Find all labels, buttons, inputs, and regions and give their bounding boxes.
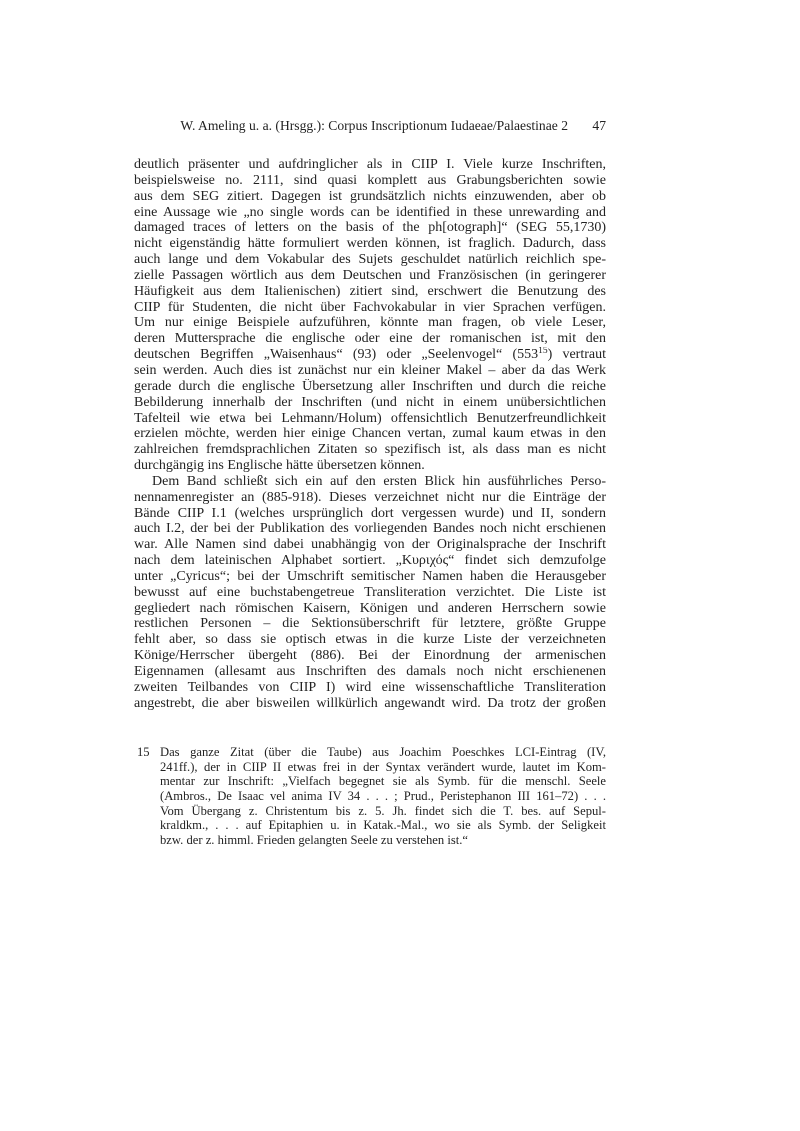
text-line: zielle Passagen wörtlich aus dem Deutschen und Französischen (in geringerer bbox=[134, 267, 606, 283]
text-line: auch lange und dem Vokabular des Sujets geschuldet natürlich reichlich spe- bbox=[134, 252, 606, 268]
text-line: restlichen Personen – die Sektionsüberschrift für letztere, größte Gruppe bbox=[134, 616, 606, 632]
text-line: Vom Übergang z. Christentum bis z. 5. Jh. findet sich die T. bes. auf Sepul- bbox=[160, 803, 606, 818]
text-line: beispielsweise no. 2111, sind quasi komplett aus Grabungsberichten sowie bbox=[134, 172, 606, 188]
text-line: fehlt aber, so dass sie optisch etwas in die kurze Liste der verzeichneten bbox=[134, 632, 606, 648]
text-line: kraldkm., . . . auf Epitaphien u. in Katak.-Mal., wo sie als Symb. der Seligkeit bbox=[160, 818, 606, 833]
text-line: bewusst auf eine buchstabengetreue Transliteration verzichtet. Die Liste ist bbox=[134, 584, 606, 600]
text-line: sein werden. Auch dies ist zunächst nur ein kleiner Makel – aber da das Werk bbox=[134, 362, 606, 378]
footnote-ref[interactable]: 15 bbox=[538, 347, 548, 357]
paragraph-1-cont bbox=[134, 363, 606, 474]
text-line: gerade durch die englische Übersetzung aller Inschriften und durch die reiche bbox=[134, 378, 606, 394]
text-line: Das ganze Zitat (über die Taube) aus Joachim Poeschkes LCI-Eintrag (IV, bbox=[160, 745, 606, 759]
text-line: bzw. der z. himml. Frieden gelangten Seele zu verstehen ist.“ bbox=[160, 833, 468, 848]
footnote-text bbox=[160, 745, 606, 848]
text-line: war. Alle Namen sind dabei unabhängig von der Originalsprache der Inschrift bbox=[134, 537, 606, 553]
text-line: Könige/Herrscher übergeht (886). Bei der Einordnung der armenischen bbox=[134, 648, 606, 664]
text-line: nennamenregister an (885-918). Dieses verzeichnet nicht nur die Einträge der bbox=[134, 489, 606, 505]
page-number: 47 bbox=[592, 118, 606, 133]
running-title: W. Ameling u. a. (Hrsgg.): Corpus Inscriptionum Iudaeae/Palaestinae 2 bbox=[180, 118, 568, 133]
text-line: aus dem SEG zitiert. Dagegen ist grundsätzlich nichts einzuwenden, aber ob bbox=[134, 188, 606, 204]
running-header bbox=[134, 118, 606, 136]
text-line: CIIP für Studenten, die nicht über Fachvokabular in vier Sprachen verfügen. bbox=[134, 299, 606, 315]
text-line: (Ambros., De Isaac vel anima IV 34 . . . ; Prud., Peristephanon III 161–72) . . . bbox=[160, 789, 606, 804]
text-line: zahlreichen fremdsprachlichen Zitaten so spezifisch ist, als dass man es nicht bbox=[134, 442, 606, 458]
text-line: Bebilderung innerhalb der Inschriften (und nicht in einem unübersichtlichen bbox=[134, 394, 606, 410]
text-segment: deutschen Begriffen „Waisenhaus“ (93) oder „Seelenvogel“ (553 bbox=[134, 347, 539, 363]
text-line: erzielen möchte, werden hier einige Chancen vertan, zumal kaum etwas in den bbox=[134, 426, 606, 442]
footnote-number: 15 bbox=[137, 745, 150, 759]
paragraph-2 bbox=[134, 474, 606, 712]
text-line: nach dem lateinischen Alphabet sortiert. „Κυριχός“ findet sich demzufolge bbox=[134, 553, 606, 569]
text-line: damaged traces of letters on the basis of the ph[otograph]“ (SEG 55,1730) bbox=[134, 220, 606, 236]
text-line: durchgängig ins Englische hätte übersetzen können. bbox=[134, 458, 425, 474]
text-line: gegliedert nach römischen Kaisern, Königen und anderen Herrschern sowie bbox=[134, 600, 606, 616]
text-line: deren Muttersprache die englische oder eine der romanischen ist, mit den bbox=[134, 331, 606, 347]
text-line: unter „Cyricus“; bei der Umschrift semitischer Namen haben die Herausgeber bbox=[134, 568, 606, 584]
text-line: auch I.2, der bei der Publikation des vorliegenden Bandes noch nicht erschienen bbox=[134, 521, 606, 537]
text-line: Tafelteil wie etwa bei Lehmann/Holum) offensichtlich Benutzerfreundlichkeit bbox=[134, 410, 606, 426]
text-line: eine Aussage wie „no single words can be identified in these unrewarding and bbox=[134, 204, 606, 220]
text-line: Um nur einige Beispiele aufzuführen, könnte man fragen, ob viele Leser, bbox=[134, 315, 606, 331]
text-line: mentar zur Inschrift: „Vielfach begegnet sie als Symb. für die menschl. Seele bbox=[160, 774, 606, 789]
text-line: Eigennamen (allesamt aus Inschriften des damals noch nicht erschienenen bbox=[134, 664, 606, 679]
text-line: angestrebt, die aber bisweilen willkürlich angewandt wird. Da trotz der großen bbox=[134, 695, 606, 711]
text-line: zweiten Teilbandes von CIIP I) wird eine wissenschaftliche Transliteration bbox=[134, 679, 606, 695]
text-line: Dem Band schließt sich ein auf den ersten Blick hin ausführliches Perso- bbox=[152, 473, 606, 489]
text-line: deutlich präsenter und aufdringlicher als in CIIP I. Viele kurze Inschriften, bbox=[134, 157, 606, 172]
body-text bbox=[134, 157, 606, 712]
footnote bbox=[134, 745, 606, 848]
paragraph-1 bbox=[134, 157, 606, 347]
text-line bbox=[134, 347, 606, 363]
text-line: Bände CIIP I.1 (welches ursprünglich dort vergessen wurde) und II, sondern bbox=[134, 505, 606, 521]
text-line: Häufigkeit aus dem Italienischen) zitiert sind, erschwert die Benutzung des bbox=[134, 283, 606, 299]
text-segment: ) vertraut bbox=[547, 347, 606, 363]
text-line: 241ff.), der in CIIP II etwas frei in der Syntax verändert wurde, lautet im Kom- bbox=[160, 759, 606, 774]
text-line: nicht eigenständig hätte formuliert werden können, ist fraglich. Dadurch, dass bbox=[134, 236, 606, 252]
